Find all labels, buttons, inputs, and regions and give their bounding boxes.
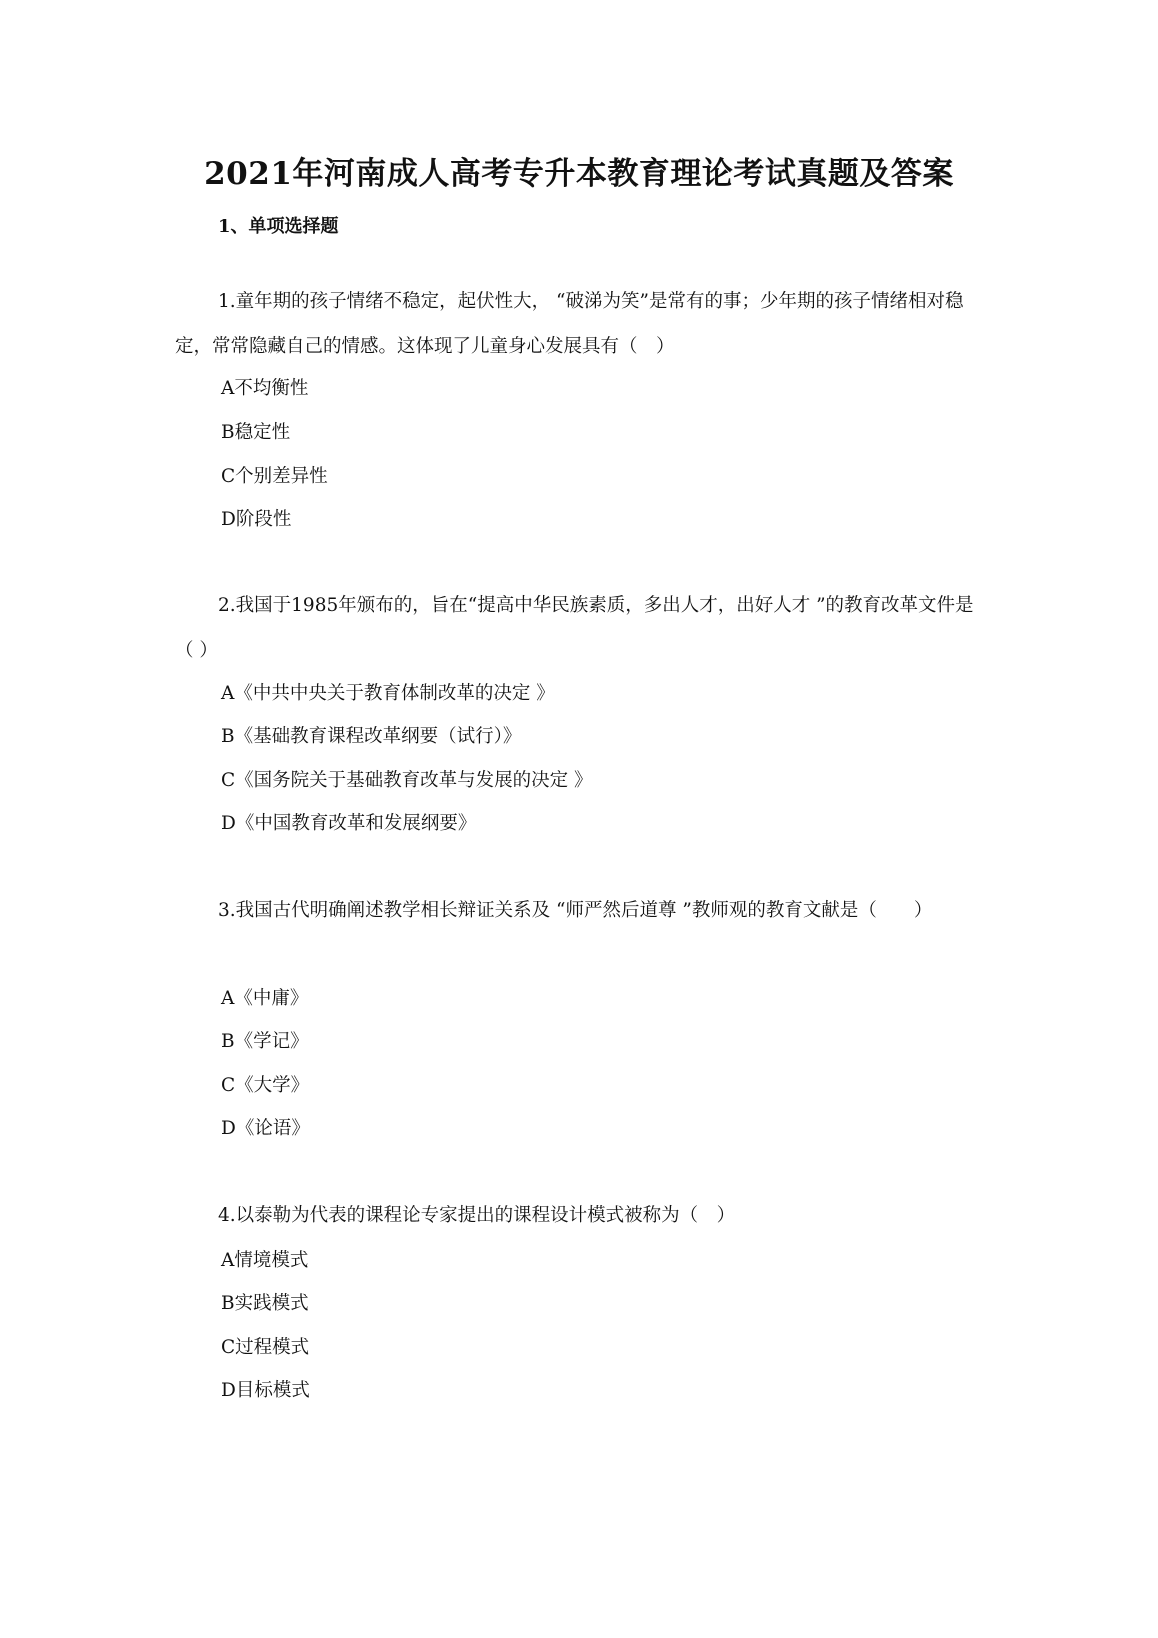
option-a: A不均衡性 [221, 378, 309, 399]
option-d: D阶段性 [221, 509, 292, 530]
option-a: A《中共中央关于教育体制改革的决定 》 [221, 683, 555, 704]
option-c: C《国务院关于基础教育改革与发展的决定 》 [221, 770, 593, 791]
option-b: B《基础教育课程改革纲要（试行）》 [221, 726, 522, 747]
question-stem: 3.我国古代明确阐述教学相长辩证关系及 “师严然后道尊 ”教师观的教育文献是（ ） [218, 900, 933, 921]
option-b: B实践模式 [221, 1293, 309, 1314]
question-2 [175, 583, 975, 673]
option-d: D《中国教育改革和发展纲要》 [221, 813, 477, 834]
option-a: A《中庸》 [221, 988, 309, 1009]
option-c: C过程模式 [221, 1337, 310, 1358]
question-stem: 1.童年期的孩子情绪不稳定，起伏性大， “破涕为笑”是常有的事；少年期的孩子情绪相对稳定，常常隐藏自己的情感。这体现了儿童身心发展具有（ ） [175, 291, 964, 357]
option-d: D目标模式 [221, 1380, 310, 1401]
question-3 [175, 888, 975, 933]
question-stem: 4.以泰勒为代表的课程论专家提出的课程设计模式被称为（ ） [218, 1205, 736, 1226]
option-c: C《大学》 [221, 1075, 310, 1096]
question-1 [175, 279, 975, 369]
question-4 [175, 1193, 975, 1238]
option-a: A情境模式 [221, 1250, 309, 1271]
section-heading: 1、单项选择题 [218, 216, 339, 237]
option-b: B《学记》 [221, 1031, 309, 1052]
document-title: 2021年河南成人高考专升本教育理论考试真题及答案 [204, 156, 954, 192]
option-c: C个别差异性 [221, 466, 328, 487]
question-stem: 2.我国于1985年颁布的，旨在“提高中华民族素质，多出人才，出好人才 ”的教育改革文件是（ ） [175, 595, 974, 661]
option-b: B稳定性 [221, 422, 291, 443]
option-d: D《论语》 [221, 1118, 310, 1139]
